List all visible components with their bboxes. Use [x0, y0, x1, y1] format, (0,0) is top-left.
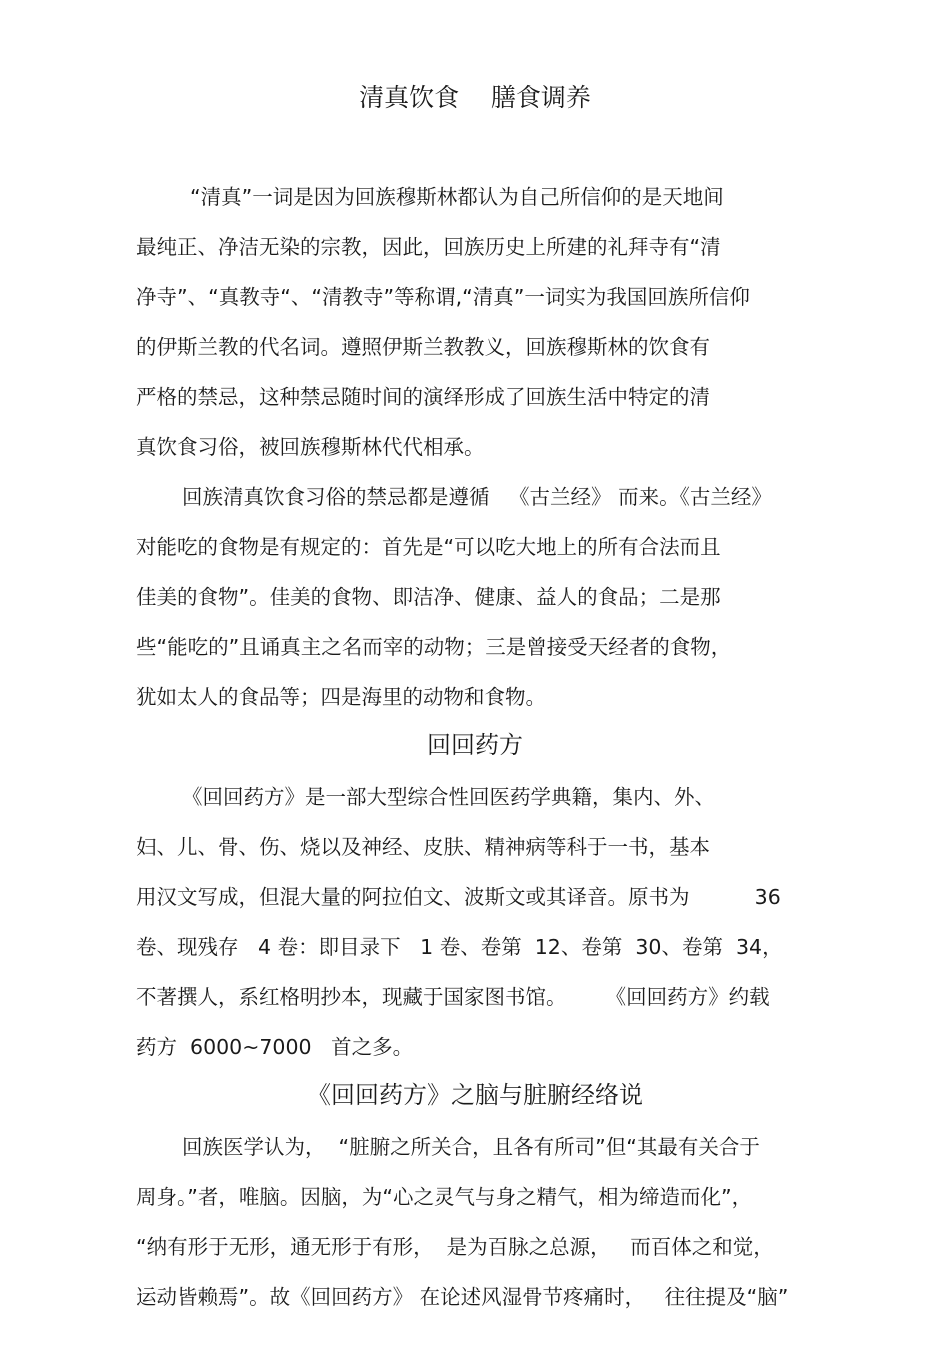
- section-heading: 《回回药方》之脑与脏腑经络说: [307, 1081, 643, 1109]
- paragraph-line: 严格的禁忌，这种禁忌随时间的演绎形成了回族生活中特定的清: [136, 385, 710, 409]
- paragraph-line: 最纯正、净洁无染的宗教，因此，回族历史上所建的礼拜寺有“清: [136, 235, 721, 259]
- paragraph-line: 净寺”、“真教寺“、“清教寺”等称谓,“清真”一词实为我国回族所信仰: [136, 285, 750, 309]
- paragraph-line: 对能吃的食物是有规定的：首先是“可以吃大地上的所有合法而且: [136, 535, 721, 559]
- paragraph-line: 犹如太人的食品等；四是海里的动物和食物。: [136, 685, 546, 709]
- paragraph-line: 药方 6000~7000 首之多。: [136, 1035, 414, 1059]
- paragraph-line: 回族医学认为， “脏腑之所关合，且各有所司”但“其最有关合于: [182, 1135, 760, 1159]
- paragraph-line: 佳美的食物”。佳美的食物、即洁净、健康、益人的食品；二是那: [136, 585, 721, 609]
- document-title: 清真饮食 膳食调养: [359, 83, 591, 112]
- paragraph-line: 运动皆赖焉”。故《回回药方》 在论述风湿骨节疼痛时， 往往提及“脑”: [136, 1285, 789, 1309]
- paragraph-line: 周身。”者，唯脑。因脑，为“心之灵气与身之精气，相为缔造而化”，: [136, 1185, 753, 1209]
- paragraph-line: 妇、儿、骨、伤、烧以及神经、皮肤、精神病等科于一书，基本: [136, 835, 710, 859]
- paragraph-line: 回族清真饮食习俗的禁忌都是遵循 《古兰经》 而来。《古兰经》: [182, 485, 772, 509]
- paragraph-line: 的伊斯兰教的代名词。遵照伊斯兰教教义，回族穆斯林的饮食有: [136, 335, 710, 359]
- paragraph-line: 用汉文写成，但混大量的阿拉伯文、波斯文或其译音。原书为 36: [136, 885, 781, 909]
- paragraph-line: 《回回药方》是一部大型综合性回医药学典籍，集内、外、: [182, 785, 715, 809]
- paragraph-line: 卷、现残存 4 卷：即目录下 1 卷、卷第 12、卷第 30、卷第 34，: [136, 935, 783, 959]
- paragraph-line: “清真”一词是因为回族穆斯林都认为自己所信仰的是天地间: [190, 185, 724, 209]
- paragraph-line: 真饮食习俗，被回族穆斯林代代相承。: [136, 435, 485, 459]
- paragraph-line: 些“能吃的”且诵真主之名而宰的动物；三是曾接受天经者的食物，: [136, 635, 732, 659]
- paragraph-line: 不著撰人，系红格明抄本，现藏于国家图书馆。 《回回药方》约载: [136, 985, 770, 1009]
- paragraph-line: “纳有形于无形，通无形于有形， 是为百脉之总源， 而百体之和觉，: [136, 1235, 774, 1259]
- section-heading: 回回药方: [427, 731, 523, 759]
